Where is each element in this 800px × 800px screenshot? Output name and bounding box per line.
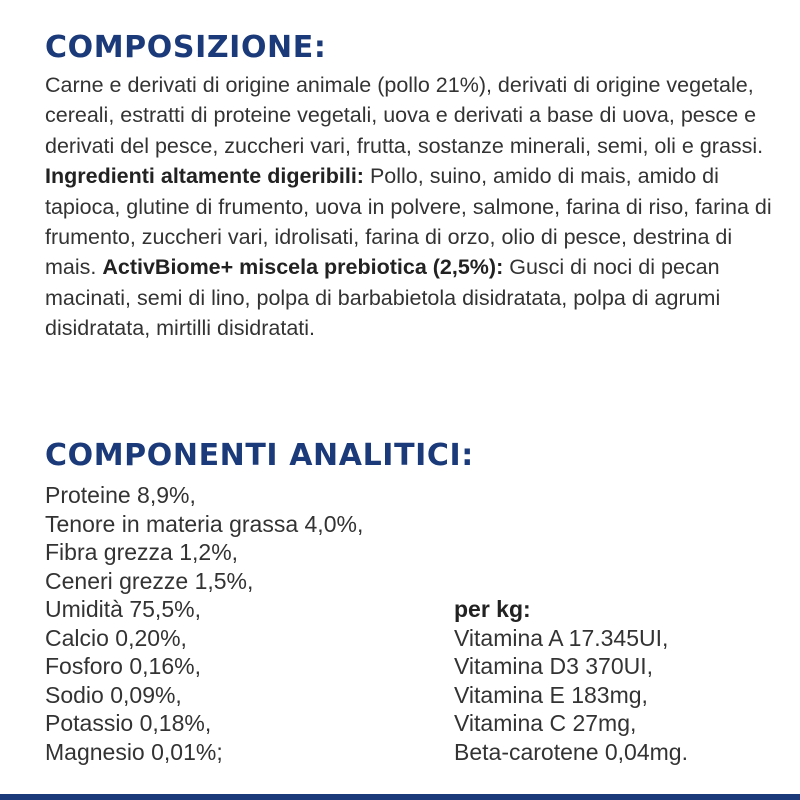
analytical-item-magnesium: Magnesio 0,01%;: [45, 738, 223, 765]
analytical-item-protein: Proteine 8,9%,: [45, 482, 196, 508]
digestible-text: Pollo, suino, amido di mais, amido di tapioca, glutine di frumento, uova in polvere, salmone, farina di riso, farina di frumento, zuccheri vari, idrolisati, farina di orzo, olio di pesce, destrina di mais.: [45, 164, 772, 280]
prebiotic-label: ActivBiome+ miscela prebiotica (2,5%):: [102, 255, 504, 280]
analytical-item-phosphorus: Fosforo 0,16%,: [45, 653, 201, 679]
composition-intro: Carne e derivati di origine animale (pollo 21%), derivati di origine vegetale, cereali, estratti di proteine vegetali, uova e derivati a base di uova, pesce e derivati del pesce, zuccheri vari, frutta, sostanze minerali, semi, oli e grassi.: [45, 73, 764, 158]
analytical-item-ash: Ceneri grezze 1,5%,: [45, 567, 254, 594]
per-kg-item-vitamin-e: Vitamina E 183mg,: [454, 681, 648, 708]
composition-heading: COMPOSIZIONE:: [45, 30, 327, 65]
bottom-accent-bar: [0, 794, 800, 800]
per-kg-item-beta-carotene: Beta-carotene 0,04mg.: [454, 738, 688, 765]
prebiotic-text: Gusci di noci di pecan macinati, semi di lino, polpa di barbabietola disidratata, polpa di agrumi disidratata, mirtilli disidratati.: [45, 255, 721, 341]
analytical-item-calcium: Calcio 0,20%,: [45, 624, 187, 651]
per-kg-list: [454, 595, 688, 766]
analytical-item-potassium: Potassio 0,18%,: [45, 710, 212, 736]
per-kg-item-vitamin-a: Vitamina A 17.345UI,: [454, 624, 669, 651]
digestible-label: Ingredienti altamente digeribili:: [45, 164, 364, 189]
per-kg-item-vitamin-d3: Vitamina D3 370UI,: [454, 653, 654, 679]
analytical-item-moisture: Umidità 75,5%,: [45, 596, 201, 622]
analytical-item-fiber: Fibra grezza 1,2%,: [45, 539, 239, 565]
per-kg-item-vitamin-c: Vitamina C 27mg,: [454, 710, 637, 736]
per-kg-label: per kg:: [454, 596, 531, 622]
composition-paragraph: [45, 70, 785, 344]
analytical-item-fat: Tenore in materia grassa 4,0%,: [45, 510, 364, 537]
analytical-components-list: [45, 481, 363, 766]
analytical-heading: COMPONENTI ANALITICI:: [45, 438, 474, 473]
analytical-item-sodium: Sodio 0,09%,: [45, 681, 182, 708]
